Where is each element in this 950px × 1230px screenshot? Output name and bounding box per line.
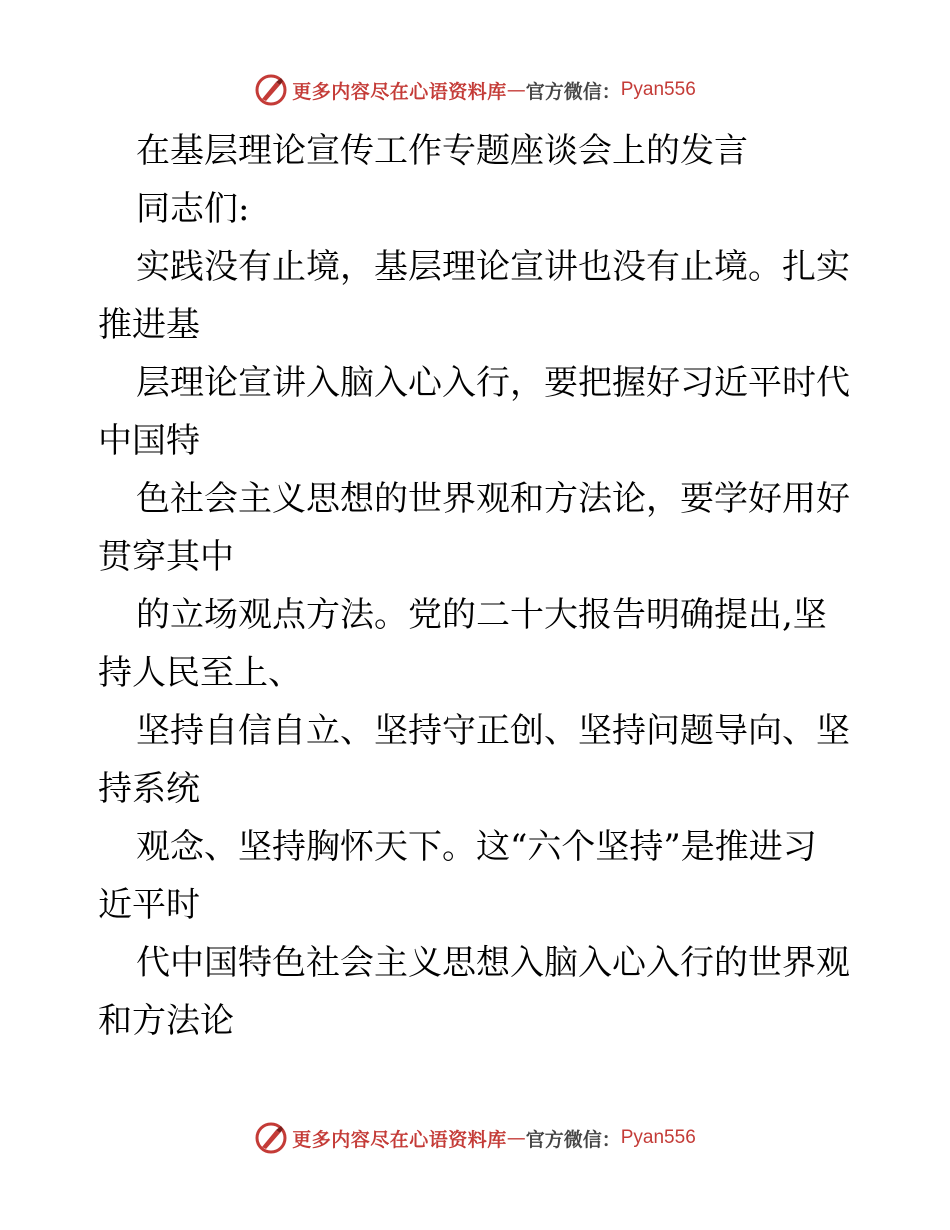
- header-watermark-banner: [0, 70, 950, 110]
- quill-pen-logo-icon: [254, 1121, 288, 1155]
- paragraph-line: 观念、坚持胸怀天下。这“六个坚持”是推进习: [136, 827, 817, 867]
- paragraph-line: 的立场观点方法。党的二十大报告明确提出,坚: [136, 595, 827, 635]
- paragraph-line: 实践没有止境，基层理论宣讲也没有止境。扎实: [136, 247, 850, 287]
- paragraph-line: 贯穿其中: [98, 537, 234, 577]
- salutation: 同志们:: [136, 189, 250, 229]
- paragraph-line: 层理论宣讲入脑入心入行，要把握好习近平时代: [136, 363, 850, 403]
- banner-separator: —: [506, 79, 526, 101]
- paragraph-line: 近平时: [98, 885, 200, 925]
- paragraph-line: 中国特: [98, 421, 200, 461]
- document-body: [98, 122, 858, 1050]
- quill-pen-logo-icon: [254, 73, 288, 107]
- document-title: 在基层理论宣传工作专题座谈会上的发言: [136, 131, 748, 171]
- banner-wechat-label: 官方微信：: [525, 80, 621, 103]
- banner-brand-text: 更多内容尽在心语资料库: [292, 1128, 507, 1151]
- paragraph-line: 推进基: [98, 305, 200, 345]
- banner-wechat-id: Pyan556: [620, 79, 696, 100]
- paragraph-line: 代中国特色社会主义思想入脑入心入行的世界观: [136, 943, 850, 983]
- paragraph-line: 持系统: [98, 769, 200, 809]
- paragraph-line: 持人民至上、: [98, 653, 302, 693]
- paragraph-line: 和方法论: [98, 1001, 234, 1041]
- banner-brand-text: 更多内容尽在心语资料库: [292, 80, 507, 103]
- paragraph-line: 坚持自信自立、坚持守正创、坚持问题导向、坚: [136, 711, 850, 751]
- banner-wechat-label: 官方微信：: [525, 1128, 621, 1151]
- banner-wechat-id: Pyan556: [620, 1127, 696, 1148]
- banner-separator: —: [506, 1127, 526, 1149]
- footer-watermark-banner: [0, 1118, 950, 1158]
- paragraph-line: 色社会主义思想的世界观和方法论，要学好用好: [136, 479, 850, 519]
